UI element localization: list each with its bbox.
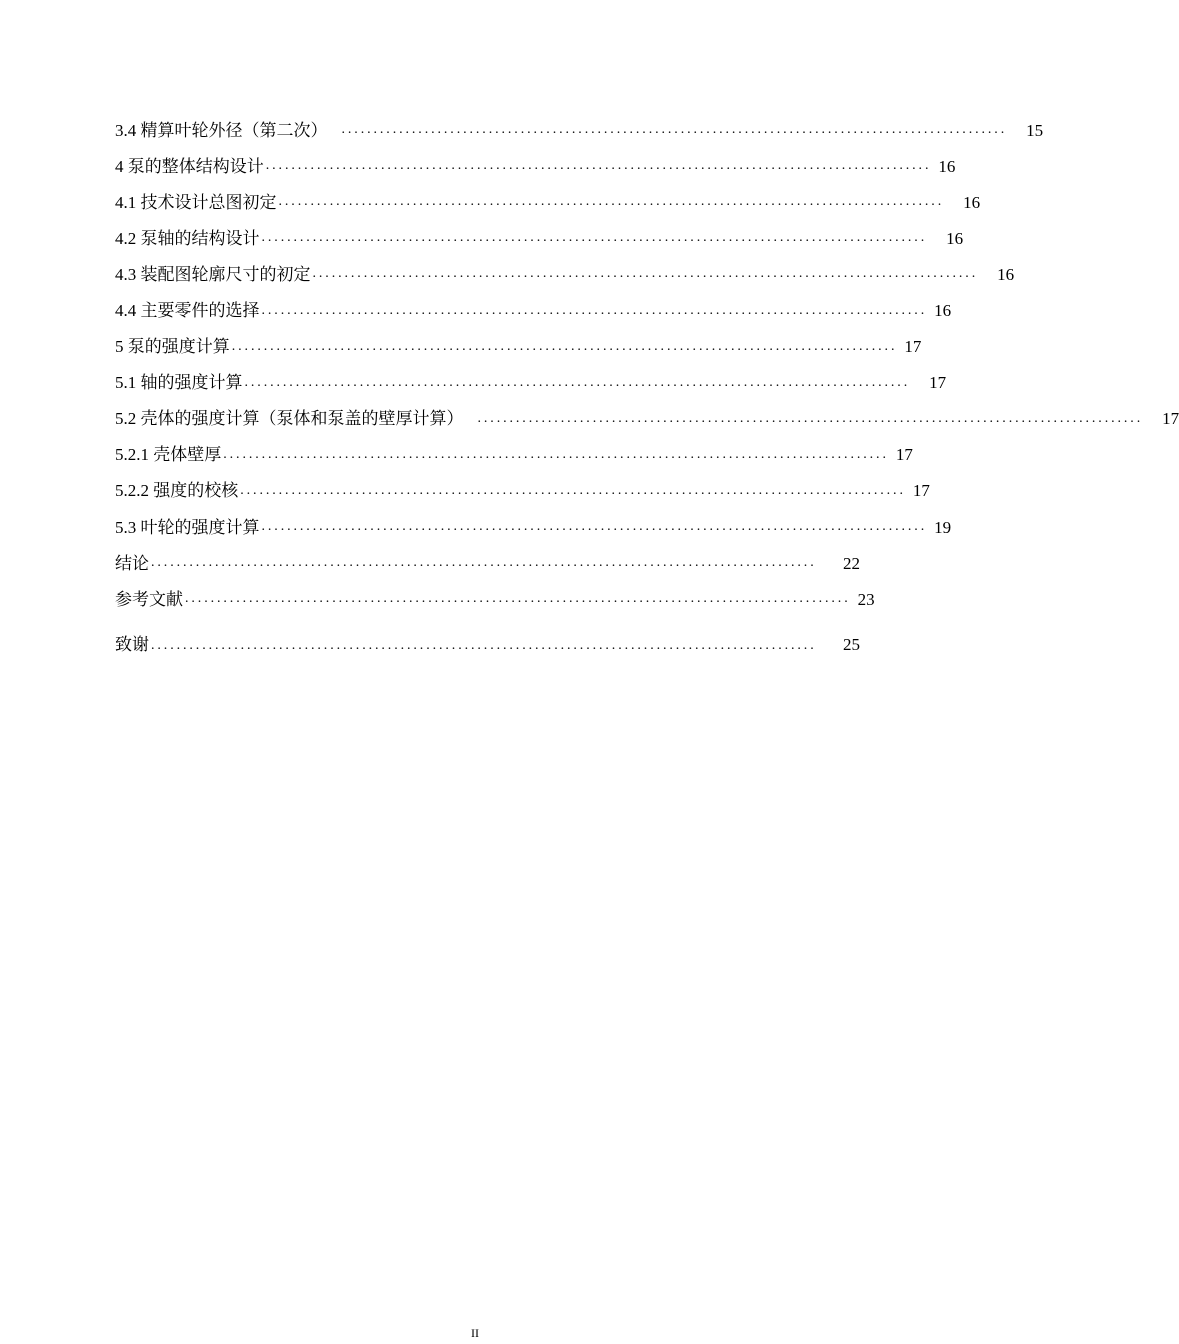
toc-entry-label: 4 泵的整体结构设计 (115, 156, 264, 176)
toc-dot-leader: ........................................................................................................ (261, 230, 928, 246)
toc-entry[interactable] (115, 365, 947, 401)
toc-entry-label: 5 泵的强度计算 (115, 337, 230, 357)
toc-entry-page: 16 (946, 228, 964, 248)
toc-entry-label: 3.4 精算叶轮外径（第二次） (115, 120, 328, 140)
toc-entry-page: 16 (938, 156, 956, 176)
toc-entry[interactable] (115, 148, 956, 184)
toc-entry[interactable] (115, 112, 1044, 148)
toc-entry-page: 17 (1162, 409, 1179, 429)
toc-entry[interactable] (115, 509, 952, 545)
toc-entry-page: 15 (1026, 120, 1044, 140)
toc-dot-leader: ........................................................................................................ (231, 338, 898, 354)
toc-dot-leader: ........................................................................................................ (244, 374, 911, 390)
toc-entry[interactable] (115, 437, 913, 473)
toc-entry[interactable] (115, 401, 1179, 437)
toc-dot-leader: ........................................................................................................ (261, 519, 928, 535)
toc-entry-label: 5.2.2 强度的校核 (115, 481, 239, 501)
toc-entry-page: 22 (843, 553, 860, 573)
toc-entry-page: 16 (934, 301, 952, 321)
toc-entry-label: 4.4 主要零件的选择 (115, 301, 260, 321)
toc-entry-page: 25 (843, 635, 860, 655)
toc-entry[interactable] (115, 220, 964, 256)
table-of-contents (115, 112, 1179, 657)
toc-entry[interactable] (115, 545, 860, 581)
toc-entry-label: 4.2 泵轴的结构设计 (115, 228, 260, 248)
toc-entry-label: 4.3 装配图轮廓尺寸的初定 (115, 264, 311, 284)
toc-entry-page: 17 (929, 373, 947, 393)
toc-entry-page: 17 (904, 337, 922, 357)
toc-dot-leader: ........................................................................................................ (151, 555, 817, 571)
toc-entry[interactable] (115, 292, 952, 328)
toc-entry-label: 参考文献 (115, 589, 183, 609)
toc-entry-label: 5.2 壳体的强度计算（泵体和泵盖的壁厚计算） (115, 409, 464, 429)
toc-entry[interactable] (115, 256, 1015, 292)
toc-dot-leader: ........................................................................................................ (278, 194, 945, 210)
toc-dot-leader: ........................................................................................................ (312, 266, 979, 282)
toc-entry-page: 16 (997, 264, 1015, 284)
toc-entry[interactable] (115, 617, 860, 657)
toc-entry[interactable] (115, 473, 930, 509)
toc-dot-leader: ........................................................................................................ (265, 158, 932, 174)
toc-entry-label: 5.1 轴的强度计算 (115, 373, 243, 393)
page-number: II (471, 1326, 479, 1340)
toc-entry-label: 致谢 (115, 635, 149, 655)
toc-entry[interactable] (115, 184, 981, 220)
toc-entry-label: 结论 (115, 553, 149, 573)
toc-dot-leader: ........................................................................................................ (151, 638, 817, 654)
toc-entry-page: 17 (912, 481, 930, 501)
toc-dot-leader: ........................................................................................................ (223, 446, 889, 462)
toc-entry-page: 16 (963, 192, 981, 212)
toc-entry-page: 19 (934, 517, 952, 537)
toc-entry[interactable] (115, 581, 875, 617)
toc-dot-leader: ........................................................................................................ (185, 591, 851, 607)
toc-entry-label: 4.1 技术设计总图初定 (115, 192, 277, 212)
toc-dot-leader: ........................................................................................................ (261, 302, 928, 318)
toc-entry-page: 23 (857, 589, 875, 609)
toc-entry-label: 5.3 叶轮的强度计算 (115, 517, 260, 537)
toc-dot-leader: ........................................................................................................ (477, 410, 1144, 426)
toc-entry-label: 5.2.1 壳体壁厚 (115, 445, 222, 465)
toc-dot-leader: ........................................................................................................ (240, 482, 906, 498)
toc-entry[interactable] (115, 329, 922, 365)
toc-entry-page: 17 (895, 445, 913, 465)
toc-dot-leader: ........................................................................................................ (341, 122, 1008, 138)
